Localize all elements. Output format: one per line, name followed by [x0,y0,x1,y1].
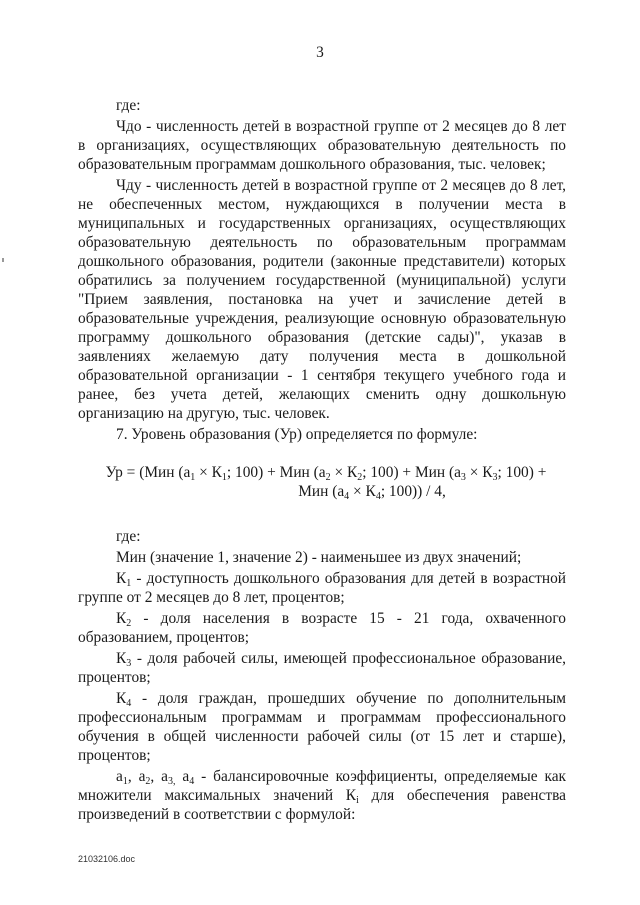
item-7: 7. Уровень образования (Ур) определяется по формуле: [116,426,478,443]
min-definition: Мин (значение 1, значение 2) - наименьшее из двух значений; [116,549,522,566]
chdo-definition: Чдо - численность детей в возрастной группе от 2 месяцев до 8 лет в организациях, осуществляющих образовательную деятельность по образовательным программам дошкольного образования, тыс. человек; [78,118,566,173]
k3-definition: $К_3$ - доля рабочей силы, имеющей профессиональное образование, процентов; [78,650,566,686]
k1-definition: $К_1$ - доступность дошкольного образования для детей в возрастной группе от 2 месяцев до 8 лет, процентов; [78,570,566,606]
chdu-definition: Чду - численность детей в возрастной группе от 2 месяцев до 8 лет, не обеспеченных местом, нуждающихся в получении места в муниципальных и государственных организациях, осуществляющих образовательную деятельность по образовательным программам дошкольного образования, родители (законные представители) которых обратились за получением государственной (муниципальной) услуги "Прием заявления, постановка на учет и зачисление детей в образовательные учреждения, реализующие основную образовательную программу дошкольного образования (детские сады)", указав в заявлениях желаемую дату получения места в дошкольной образовательной организации - 1 сентября текущего учебного года и ранее, без учета детей, желающих сменить одну дошкольную организацию на другую, тыс. человек. [78,177,566,422]
document-body [78,96,566,824]
formula [78,463,566,501]
formula-line-2: Мин ($а_4 \times К_4$; 100)) / 4, [298,483,446,502]
margin-mark [2,258,4,262]
where-label-1: где: [116,97,141,114]
where-label-2: где: [116,528,141,545]
file-name-footer: 21032106.doc [78,854,136,864]
formula-line-1: Ур = (Мин ($а_1 \times К_1$; 100) + Мин ($а_2 \times К_2$; 100) + Мин ($а_3 \times К_3$; 100) + [105,464,547,483]
k4-definition: $К_4$ - доля граждан, прошедших обучение по дополнительным профессиональным программам и программам профессионального обучения в общей численности рабочей силы (от 15 лет и старше), процентов; [78,690,566,764]
k2-definition: $К_2$ - доля населения в возрасте 15 - 21 года, охваченного образованием, процентов; [78,610,566,646]
page-number: 3 [316,44,324,61]
a-coefficients-definition: $а_1$, $а_2$, $а_{3,}$ $а_4$ - балансировочные коэффициенты, определяемые как множители максимальных значений $К_i$ для обеспечения равенства произведений в соответствии с формулой: [78,768,566,823]
